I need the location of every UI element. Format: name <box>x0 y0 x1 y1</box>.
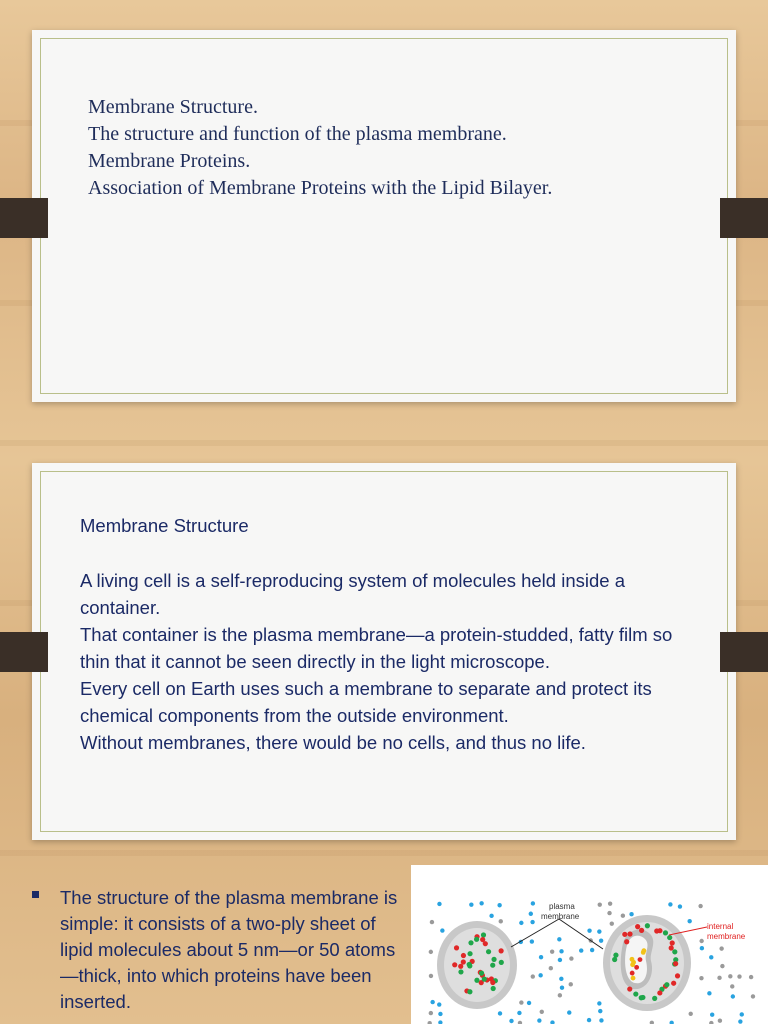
label-internal: internal <box>707 922 734 931</box>
binder-tab-right <box>720 632 768 672</box>
slide-3-bullet-text: The structure of the plasma membrane is simple: it consists of a two-ply sheet of lipid molecules about 5 nm—or 50 atoms—thick, into which proteins have been inserted. <box>60 887 398 1012</box>
slide-2-paragraph: That container is the plasma membrane—a protein-studded, fatty film so thin that it cannot be seen directly in the light microscope. <box>80 624 673 672</box>
binder-tab-right <box>720 198 768 238</box>
pointer-line <box>511 919 559 947</box>
slide-2 <box>32 463 736 840</box>
binder-tab-left <box>0 198 48 238</box>
slide-1-line: Membrane Proteins. <box>88 150 251 172</box>
membrane-figure <box>411 865 768 1024</box>
slide-3-bullet <box>40 885 408 1015</box>
slide-1-text <box>88 94 708 202</box>
slide-2-paragraph: Without membranes, there would be no cells, and thus no life. <box>80 732 586 753</box>
pointer-line <box>559 919 603 949</box>
slide-2-body <box>80 567 700 756</box>
membrane-diagram <box>411 865 768 1024</box>
label-internal-membrane: membrane <box>707 932 746 941</box>
slide-2-heading: Membrane Structure <box>80 515 249 536</box>
label-membrane: membrane <box>541 912 580 921</box>
slide-1-line: The structure and function of the plasma membrane. <box>88 123 507 145</box>
slide-2-paragraph: A living cell is a self-reproducing system of molecules held inside a container. <box>80 570 625 618</box>
slide-1-line: Membrane Structure. <box>88 96 258 118</box>
label-plasma: plasma <box>549 902 575 911</box>
slide-1-line: Association of Membrane Proteins with the Lipid Bilayer. <box>88 177 553 199</box>
binder-tab-left <box>0 632 48 672</box>
slide-2-paragraph: Every cell on Earth uses such a membrane to separate and protect its chemical components from the outside environment. <box>80 678 652 726</box>
bullet-icon <box>32 891 39 898</box>
slide-1 <box>32 30 736 402</box>
